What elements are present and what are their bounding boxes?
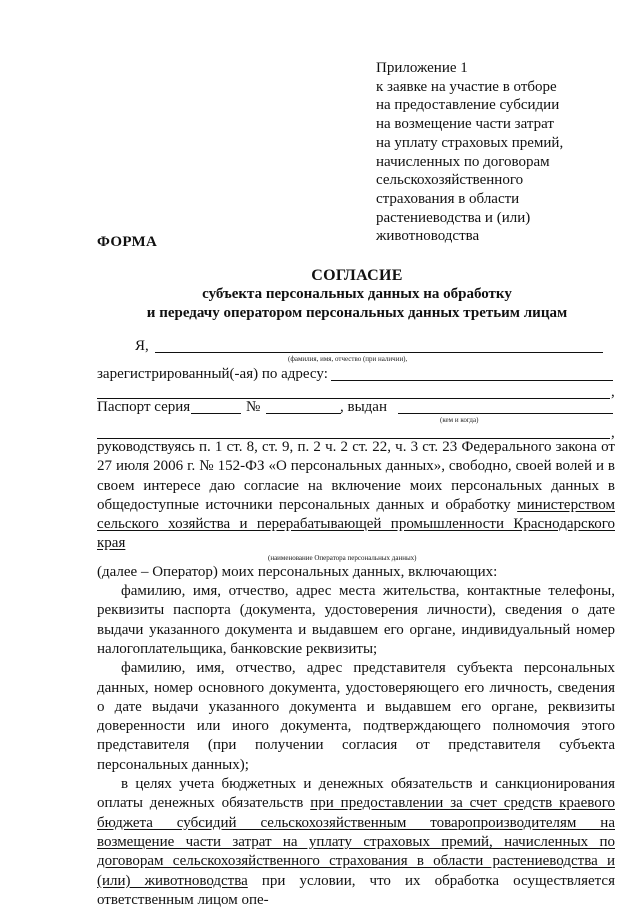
issued-caption: (кем и когда) bbox=[440, 416, 479, 424]
passport-number-field[interactable] bbox=[266, 413, 341, 414]
operator-caption: (наименование Оператора персональных данных) bbox=[268, 553, 417, 562]
paragraph-subject-data: фамилию, имя, отчество, адрес места жительства, контактные телефоны, реквизиты паспорта (документа, удостоверения личности), сведения о дате выдачи указанного документа и выдавшем его органе, индивидуальный номер налогоплательщика, банковские реквизиты; bbox=[97, 583, 615, 657]
i-label: Я, bbox=[135, 338, 149, 354]
appendix-line: сельскохозяйственного bbox=[376, 172, 524, 189]
title-line-3: и передачу оператором персональных данных третьим лицам bbox=[146, 305, 568, 321]
appendix-line: на возмещение части затрат bbox=[376, 116, 554, 133]
passport-series-label: Паспорт серия bbox=[97, 399, 191, 415]
purpose-text: в целях учета бюджетных и денежных обязательств и санкционирования оплаты денежных обязательств bbox=[97, 776, 615, 812]
fio-caption: (фамилия, имя, отчество (при наличии), bbox=[288, 355, 408, 363]
form-label: ФОРМА bbox=[97, 234, 158, 250]
legal-basis-text: руководствуясь п. 1 ст. 8, ст. 9, п. 2 ч. 2 ст. 22, ч. 3 ст. 23 Федерального закона от 27 июля 2006 г. № 152-ФЗ «О персональных данных», свободно, своей волей и в своем интересе даю согласие на включение моих персональных данных в общедоступные источники персональных данных и обработку bbox=[97, 439, 615, 513]
paragraph-representative-data: фамилию, имя, отчество, адрес представителя субъекта персональных данных, номер основного документа, удостоверяющего его личность, сведения о дате выдачи указанного документа и выдавшем его органе, реквизиты доверенности или иного документа, подтверждающего полномочия этого представителя (при получении согласия от представителя субъекта персональных данных); bbox=[97, 660, 615, 773]
appendix-line: начисленных по договорам bbox=[376, 153, 550, 170]
issued-label: , выдан bbox=[340, 399, 387, 415]
address-field[interactable] bbox=[331, 380, 613, 381]
title-line-2: субъекта персональных данных на обработку bbox=[202, 286, 512, 302]
purpose-underlined-text: при предоставлении за счет средств краевого бюджета субсидий сельскохозяйственным товаропроизводителям на возмещение части затрат на уплату страховых премий, начисленных по договорам сельскохозяйственного страхования в области растениеводства и (или) животноводства bbox=[97, 795, 615, 889]
comma: , bbox=[611, 384, 615, 400]
paragraph-legal-basis bbox=[97, 438, 615, 554]
appendix-line: Приложение 1 bbox=[376, 60, 468, 76]
consent-body bbox=[97, 438, 615, 910]
appendix-block bbox=[376, 59, 616, 246]
appendix-line: на уплату страховых премий, bbox=[376, 134, 564, 151]
appendix-line: растениеводства и (или) bbox=[376, 209, 531, 226]
appendix-line: животноводства bbox=[376, 228, 480, 245]
paragraph-operator: (далее – Оператор) моих персональных данных, включающих: bbox=[97, 563, 498, 580]
fio-field[interactable] bbox=[155, 352, 603, 353]
passport-series-field[interactable] bbox=[191, 413, 241, 414]
document-title bbox=[97, 266, 617, 323]
operator-name: министерством сельского хозяйства и перерабатывающей промышленности Краснодарского края bbox=[97, 496, 615, 552]
purpose-end-text: при условии, что их обработка осуществляется ответственным лицом опе- bbox=[97, 872, 615, 908]
passport-number-label: № bbox=[246, 399, 261, 415]
title-line-1: СОГЛАСИЕ bbox=[311, 267, 403, 284]
paragraph-purpose bbox=[97, 775, 615, 910]
appendix-line: страхования в области bbox=[376, 190, 520, 207]
appendix-line: на предоставление субсидии bbox=[376, 97, 560, 114]
registered-label: зарегистрированный(-ая) по адресу: bbox=[97, 366, 328, 382]
comma: , bbox=[611, 425, 615, 441]
issued-field[interactable] bbox=[398, 413, 613, 414]
appendix-line: к заявке на участие в отборе bbox=[376, 78, 557, 95]
